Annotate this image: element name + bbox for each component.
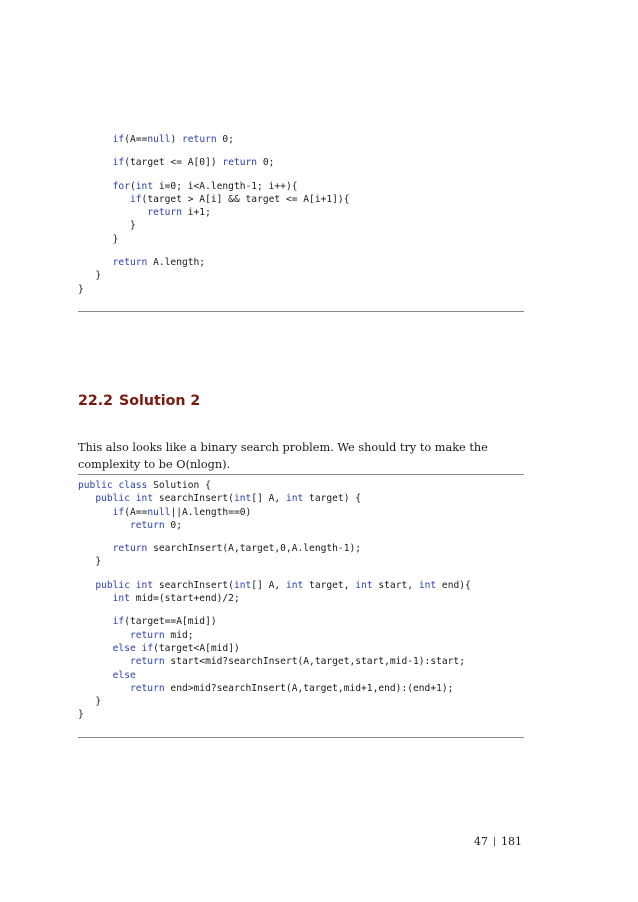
code-keyword: int (135, 180, 154, 192)
code-text (78, 207, 147, 218)
code-text (78, 630, 130, 641)
code-text (78, 643, 113, 654)
code-text: mid; (164, 629, 194, 641)
code-text: target) { (303, 493, 362, 505)
code-keyword: if (141, 642, 154, 654)
code-text (78, 134, 113, 145)
code-line (78, 682, 524, 695)
code-keyword: public (95, 493, 130, 505)
code-text: } (78, 696, 102, 708)
code-line (78, 629, 524, 642)
code-text: start<mid?searchInsert(A,target,start,mid-1):start; (164, 656, 465, 668)
code-text: [] A, (251, 493, 286, 505)
code-line (78, 156, 524, 169)
section-heading (78, 393, 200, 409)
code-keyword: if (112, 616, 125, 628)
code-keyword: int (233, 579, 252, 591)
code-line (78, 170, 524, 180)
code-text (78, 257, 113, 268)
code-line (78, 695, 524, 708)
code-keyword: int (355, 579, 373, 591)
code-keyword: if (112, 157, 125, 169)
code-line (78, 246, 524, 256)
code-text: end){ (436, 579, 471, 591)
code-text: } (78, 283, 84, 295)
code-line (78, 492, 524, 505)
code-line (78, 708, 524, 721)
code-keyword: public (78, 480, 113, 491)
code-line (78, 133, 524, 146)
code-line (78, 283, 524, 296)
code-text: Solution { (147, 480, 211, 491)
code-text (78, 580, 95, 591)
code-line (78, 193, 524, 206)
code-text (78, 157, 113, 168)
code-line (78, 669, 524, 682)
code-block-bottom (78, 479, 524, 722)
code-line (78, 605, 524, 615)
code-line (78, 219, 524, 232)
code-keyword: return (112, 543, 148, 555)
section-title: Solution 2 (119, 393, 201, 409)
code-text (78, 593, 113, 604)
page-current: 47 (473, 835, 488, 848)
code-text: target, (303, 579, 356, 591)
code-keyword: else (112, 642, 136, 654)
code-block-top-rule (78, 311, 524, 312)
code-text (78, 520, 130, 531)
code-block-bottom-rule (78, 737, 524, 738)
body-paragraph: This also looks like a binary search problem. We should try to make the complexity to be O(nlogn). (78, 441, 488, 471)
code-text: ||A.length==0) (170, 506, 252, 518)
code-text: ( (129, 180, 136, 192)
code-text (78, 181, 113, 192)
code-line (78, 180, 524, 193)
code-keyword: int (135, 493, 154, 505)
code-keyword: int (135, 579, 154, 591)
code-line (78, 506, 524, 519)
code-keyword: return (222, 157, 258, 169)
code-line (78, 642, 524, 655)
code-line (78, 615, 524, 628)
code-keyword: int (112, 593, 130, 605)
code-text: } (78, 270, 102, 282)
code-text: ) (170, 134, 182, 145)
code-text: 0; (164, 519, 182, 531)
code-keyword: return (129, 519, 165, 531)
code-text: (A== (124, 134, 148, 145)
code-keyword: for (112, 180, 130, 192)
code-keyword: int (285, 493, 304, 505)
code-text: (target<A[mid]) (153, 642, 240, 654)
code-text: A.length; (147, 257, 206, 269)
code-keyword: int (418, 579, 437, 591)
page-number (474, 835, 522, 848)
code-text: 0; (257, 157, 275, 169)
code-block-bottom-top-rule (78, 474, 524, 475)
code-line (78, 479, 524, 492)
code-text (78, 616, 113, 627)
code-text (78, 543, 113, 554)
code-block-top (78, 133, 524, 296)
code-text: (target <= A[0]) (124, 157, 223, 169)
code-text: start, (372, 579, 419, 591)
code-line (78, 579, 524, 592)
code-keyword: int (233, 493, 252, 505)
code-text (78, 670, 113, 681)
code-keyword: null (147, 506, 171, 518)
code-line (78, 655, 524, 668)
code-text: } (78, 233, 119, 245)
code-keyword: if (112, 506, 125, 518)
code-line (78, 269, 524, 282)
code-text: } (78, 556, 102, 568)
code-line (78, 206, 524, 219)
code-keyword: return (112, 257, 148, 269)
code-keyword: if (112, 134, 125, 145)
code-text: i+1; (181, 207, 211, 219)
code-text: [] A, (251, 579, 286, 591)
code-line (78, 542, 524, 555)
code-text: } (78, 220, 136, 232)
code-keyword: return (129, 629, 165, 641)
code-line (78, 555, 524, 568)
page-total: 181 (501, 835, 522, 848)
code-text: } (78, 709, 84, 721)
code-text (78, 507, 113, 518)
code-text (78, 194, 130, 205)
code-keyword: public (95, 579, 130, 591)
section-number: 22.2 (78, 393, 114, 409)
code-text: i=0; i<A.length-1; i++){ (153, 180, 298, 192)
code-text (78, 493, 95, 504)
code-text: mid=(start+end)/2; (129, 593, 240, 605)
code-keyword: if (129, 193, 142, 205)
code-text (78, 656, 130, 667)
code-line (78, 532, 524, 542)
code-line (78, 519, 524, 532)
code-text (78, 683, 130, 694)
page-separator: | (492, 837, 496, 847)
code-text: searchInsert(A,target,0,A.length-1); (147, 543, 362, 555)
code-line (78, 569, 524, 579)
code-text: (target > A[i] && target <= A[i+1]){ (141, 193, 350, 205)
code-keyword: return (129, 656, 165, 668)
code-keyword: else (112, 669, 136, 681)
code-keyword: return (182, 134, 217, 145)
code-keyword: null (147, 134, 171, 145)
code-line (78, 146, 524, 156)
code-text: 0; (216, 134, 234, 145)
code-line (78, 592, 524, 605)
code-line (78, 233, 524, 246)
code-text: end>mid?searchInsert(A,target,mid+1,end):(end+1); (164, 682, 454, 694)
code-text: searchInsert( (153, 493, 234, 505)
code-text: (target==A[mid]) (124, 616, 217, 628)
code-text: searchInsert( (153, 579, 234, 591)
code-keyword: return (129, 682, 165, 694)
code-keyword: return (147, 207, 182, 219)
code-keyword: int (285, 579, 304, 591)
code-keyword: class (118, 480, 148, 491)
code-line (78, 256, 524, 269)
code-text: (A== (124, 506, 148, 518)
